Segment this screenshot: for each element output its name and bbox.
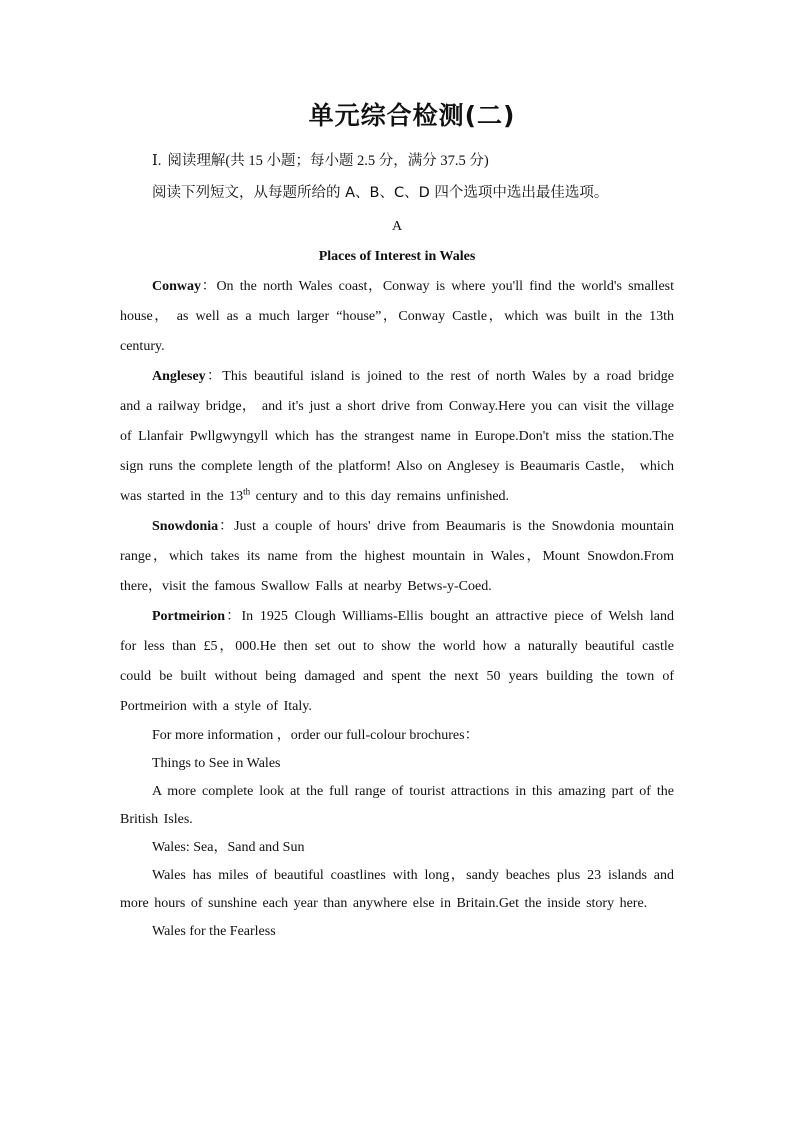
paragraph-text: ：On the north Wales coast，Conway is where you'll find the world's smallest house， as well as a much larger “house”，Conway Castle，which was built in the 13th century.: [120, 279, 674, 354]
page-title: 单元综合检测(二): [308, 101, 516, 130]
paragraph-text: ：This beautiful island is joined to the rest of north Wales by a road bridge and a railway bridge， and it's just a short drive from Conway.Here you can visit the village of Llanfair Pwllgwyngyll which has the strangest name in Europe.Don't miss the station.The sign runs the complete length of the platform! Also on Anglesey is Beaumaris Castle， which was started in the 13: [120, 369, 674, 504]
paragraph-conway: [120, 272, 674, 362]
paragraph-portmeirion: [120, 602, 674, 722]
brochure-title: Things to See in Wales: [152, 756, 281, 771]
paragraph-text: century and to this day remains unfinished.: [250, 489, 510, 504]
brochure-desc: A more complete look at the full range of tourist attractions in this amazing part of the British Isles.: [120, 784, 674, 827]
section-heading: [152, 148, 674, 174]
place-name: Portmeirion: [152, 609, 226, 624]
paragraph-anglesey: [120, 362, 674, 512]
place-name: Anglesey: [152, 369, 206, 384]
more-info: For more information ，order our full-colour brochures：: [152, 728, 479, 743]
instruction: 阅读下列短文，从每题所给的 A、B、C、D 四个选项中选出最佳选项。: [152, 185, 609, 201]
place-name: Conway: [152, 279, 202, 294]
passage-title: Places of Interest in Wales: [318, 249, 476, 264]
paragraph-text: ：Just a couple of hours' drive from Beaumaris is the Snowdonia mountain range，which takes its name from the highest mountain in Wales，Mount Snowdon.From there，visit the famous Swallow Falls at nearby Betws-y-Coed.: [120, 519, 674, 594]
place-name: Snowdonia: [152, 519, 219, 534]
section-label: 阅读理解: [167, 153, 226, 169]
brochure-title: Wales: Sea，Sand and Sun: [152, 840, 305, 855]
brochure-desc: Wales has miles of beautiful coastlines with long，sandy beaches plus 23 islands and more hours of sunshine each year than anywhere else in Britain.Get the inside story here.: [120, 868, 674, 911]
section-info: (共 15 小题；每小题 2.5 分，满分 37.5 分): [225, 153, 489, 169]
brochure-title: Wales for the Fearless: [152, 924, 276, 939]
passage-letter: A: [391, 219, 403, 234]
section-number: Ⅰ.: [152, 153, 162, 169]
paragraph-text: ：In 1925 Clough Williams-Ellis bought an attractive piece of Welsh land for less than £5，000.He then set out to show the world how a naturally beautiful castle could be built without being damaged and spent the next 50 years building the town of Portmeirion with a style of Italy.: [120, 609, 674, 714]
superscript: th: [243, 486, 251, 497]
paragraph-snowdonia: [120, 512, 674, 602]
document-page: [120, 96, 674, 946]
